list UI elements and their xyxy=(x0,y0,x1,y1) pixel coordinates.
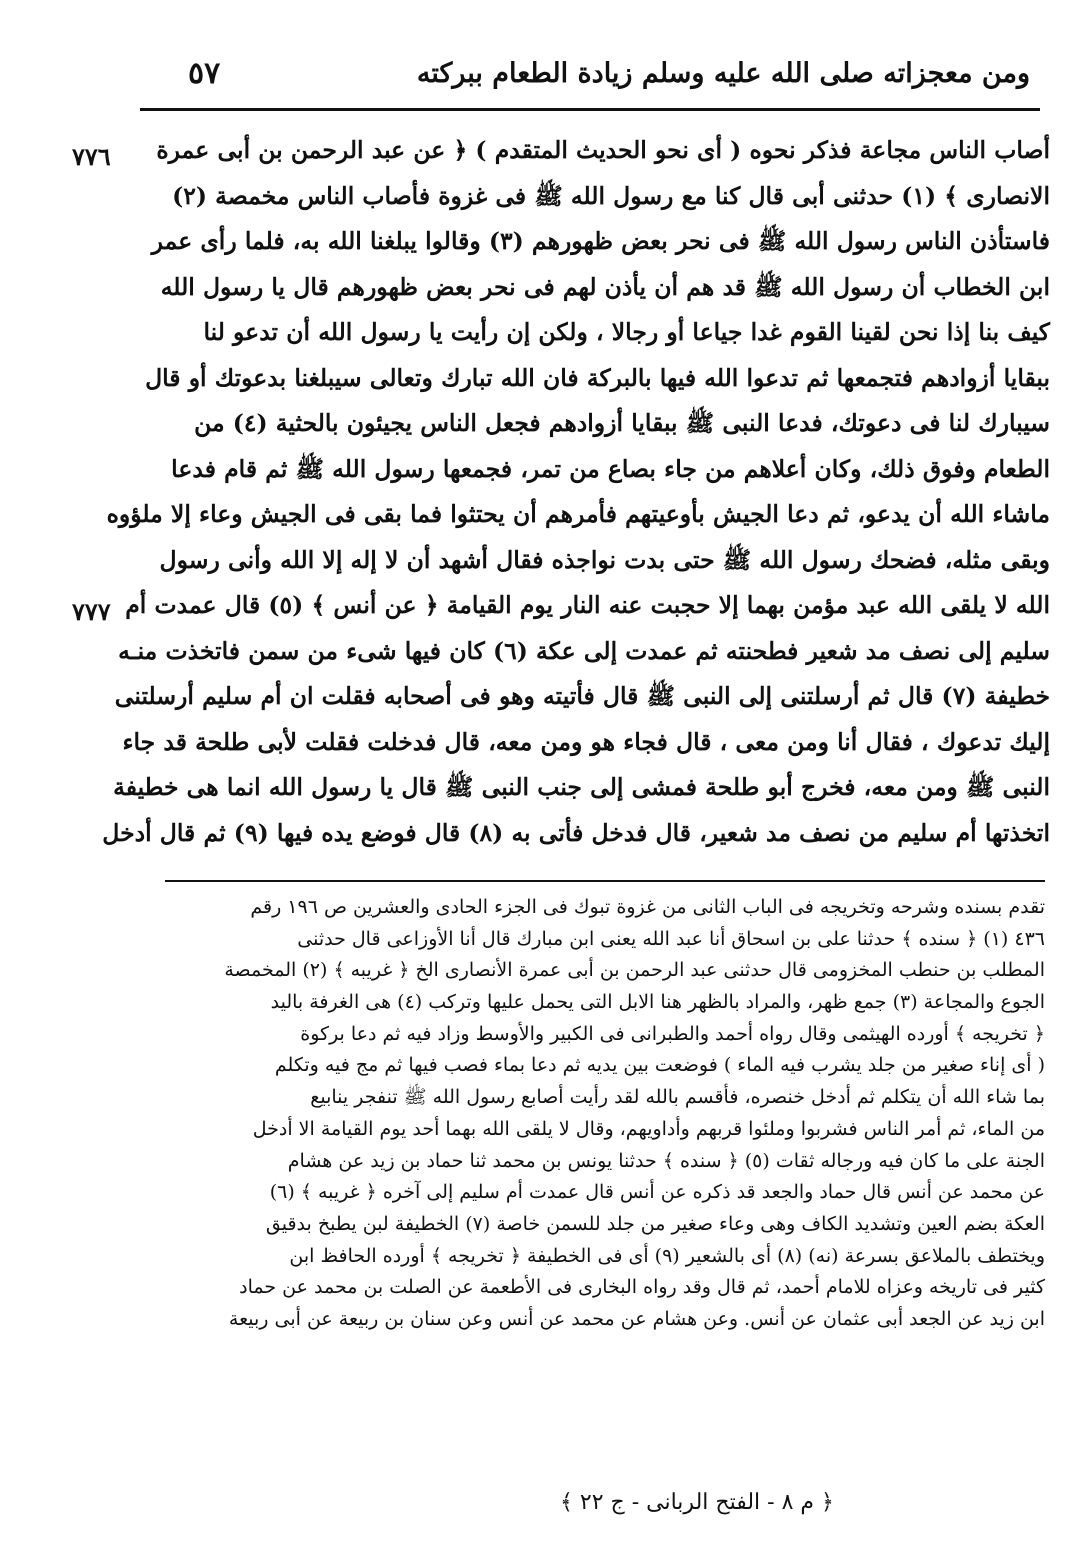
main-text xyxy=(102,128,1050,856)
footnote-line: الجنة على ما كان فيه ورجاله ثقات (٥) ﴿ سنده ﴾ حدثنا يونس بن محمد ثنا حماد بن زيد عن هشام xyxy=(287,1149,1045,1172)
footnote-line: بما شاء الله أن يتكلم ثم أدخل خنصره، فأقسم بالله لقد رأيت أصابع رسول الله ﷺ تنفجر ينابيع xyxy=(310,1086,1045,1109)
main-text-line: النبى ﷺ ومن معه، فخرج أبو طلحة فمشى إلى جنب النبى ﷺ قال يا رسول الله انما هى خطيفة xyxy=(113,773,1050,801)
page-number: ٥٧ xyxy=(188,56,221,91)
footnote-line: تقدم بسنده وشرحه وتخريجه فى الباب الثانى من غزوة تبوك فى الجزء الحادى والعشرين ص ١٩٦ رقم xyxy=(250,896,1045,918)
notes-separator-rule xyxy=(165,880,1045,882)
footnotes xyxy=(165,892,1045,1336)
main-text-line: خطيفة (٧) قال ثم أرسلتنى إلى النبى ﷺ قال فأتيته وهو فى أصحابه فقلت ان أم سليم أرسلتنى xyxy=(114,682,1050,710)
main-text-line: الطعام وفوق ذلك، وكان أعلاهم من جاء بصاع من تمر، فجمعها رسول الله ﷺ ثم قام فدعا xyxy=(171,454,1050,483)
main-text-line: سليم إلى نصف مد شعير فطحنته ثم عمدت إلى عكة (٦) كان فيها شىء من سمن فاتخذت منـه xyxy=(118,636,1050,665)
footnote-line: ( أى إناء صغير من جلد يشرب فيه الماء ) فوضعت بين يديه ثم دعا بماء فصب فيها ثم مج فيه وتكلم xyxy=(274,1054,1045,1077)
main-text-line: أصاب الناس مجاعة فذكر نحوه ( أى نحو الحديث المتقدم ) ﴿ عن عبد الرحمن بن أبى عمرة xyxy=(156,136,1050,164)
hadith-number-776: ٧٧٦ xyxy=(72,142,111,171)
footnote-line: المطلب بن حنطب المخزومى قال حدثنى عبد الرحمن بن أبى عمرة الأنصارى الخ ﴿ غريبه ﴾ (٢) المخمصة xyxy=(224,959,1045,982)
footnote-line: ويختطف بالملاعق بسرعة (نه) (٨) أى بالشعير (٩) أى فى الخطيفة ﴿ تخريجه ﴾ أورده الحافظ ابن xyxy=(289,1244,1045,1267)
hadith-number-777: ٧٧٧ xyxy=(72,597,111,626)
footnote-line: كثير فى تاريخه وعزاه للامام أحمد، ثم قال وقد رواه البخارى فى الأطعمة عن الصلت بن محمد عن حماد xyxy=(239,1276,1045,1299)
page-header xyxy=(160,58,1030,102)
footnote-line: الجوع والمجاعة (٣) جمع ظهر، والمراد بالظهر هنا الابل التى يحمل عليها وتركب (٤) هى الغرفة باليد xyxy=(270,991,1045,1014)
main-text-line: فاستأذن الناس رسول الله ﷺ فى نحر بعض ظهورهم (٣) وقالوا يبلغنا الله به، فلما رأى عمر xyxy=(151,227,1050,255)
main-text-line: وبقى مثله، فضحك رسول الله ﷺ حتى بدت نواجذه فقال أشهد أن لا إله إلا الله وأنى رسول xyxy=(159,545,1050,574)
main-text-line: سيبارك لنا فى دعوتك، فدعا النبى ﷺ ببقايا أزوادهم فجعل الناس يجيئون بالحثية (٤) من xyxy=(194,409,1050,437)
main-text-line: اتخذتها أم سليم من نصف مد شعير، قال فدخل فأتى به (٨) قال فوضع يده فيها (٩) ثم قال أدخل xyxy=(102,818,1050,847)
main-text-line: ابن الخطاب أن رسول الله ﷺ قد هم أن يأذن لهم فى نحر بعض ظهورهم قال يا رسول الله xyxy=(160,272,1050,301)
main-text-line: ببقايا أزوادهم فتجمعها ثم تدعوا الله فيها بالبركة فان الله تبارك وتعالى سيبلغنا بدعوتك أو قال xyxy=(145,363,1050,392)
main-text-line: كيف بنا إذا نحن لقينا القوم غدا جياعا أو رجالا ، ولكن إن رأيت يا رسول الله أن تدعو لنا xyxy=(203,318,1050,346)
signature-mark: ﴿ م ٨ - الفتح الربانى - ج ٢٢ ﴾ xyxy=(560,1490,834,1515)
footnote-line: عن محمد عن أنس قال حماد والجعد قد ذكره عن أنس قال عمدت أم سليم إلى آخره ﴿ غريبه ﴾ (٦) xyxy=(269,1181,1045,1204)
footnote-line: العكة بضم العين وتشديد الكاف وهى وعاء صغير من جلد للسمن خاصة (٧) الخطيفة لبن يطبخ بدقيق xyxy=(265,1212,1045,1235)
main-text-line: الله لا يلقى الله عبد مؤمن بهما إلا حجبت عنه النار يوم القيامة ﴿ عن أنس ﴾ (٥) قال عمدت أم xyxy=(125,591,1050,619)
footnote-line: من الماء، ثم أمر الناس فشربوا وملئوا قربهم وأداويهم، وقال لا يلقى الله بهما أحد يوم القيامة الا أدخل xyxy=(252,1117,1045,1140)
main-text-line: الانصارى ﴾ (١) حدثنى أبى قال كنا مع رسول الله ﷺ فى غزوة فأصاب الناس مخمصة (٢) xyxy=(172,181,1050,210)
footnote-line: ٤٣٦ (١) ﴿ سنده ﴾ حدثنا على بن اسحاق أنا عبد الله يعنى ابن مبارك قال أنا الأوزاعى قال حدثنى xyxy=(297,927,1045,950)
header-rule xyxy=(140,108,1040,111)
main-text-line: إليك تدعوك ، فقال أنا ومن معى ، قال فجاء هو ومن معه، قال فدخلت فقلت لأبى طلحة قد جاء xyxy=(122,727,1050,756)
footnote-line: ابن زيد عن الجعد أبى عثمان عن أنس. وعن هشام عن محمد عن أنس وعن سنان بن ربيعة عن أبى ربيعة xyxy=(228,1307,1045,1330)
main-text-line: ماشاء الله أن يدعو، ثم دعا الجيش بأوعيتهم فأمرهم أن يحتثوا فما بقى فى الجيش وعاء إلا ملؤوه xyxy=(106,500,1050,528)
running-title: ومن معجزاته صلى الله عليه وسلم زيادة الطعام ببركته xyxy=(416,58,1030,89)
footnote-line: ﴿ تخريجه ﴾ أورده الهيثمى وقال رواه أحمد والطبرانى فى الكبير والأوسط وزاد فيه ثم دعا بركوة xyxy=(300,1022,1045,1045)
